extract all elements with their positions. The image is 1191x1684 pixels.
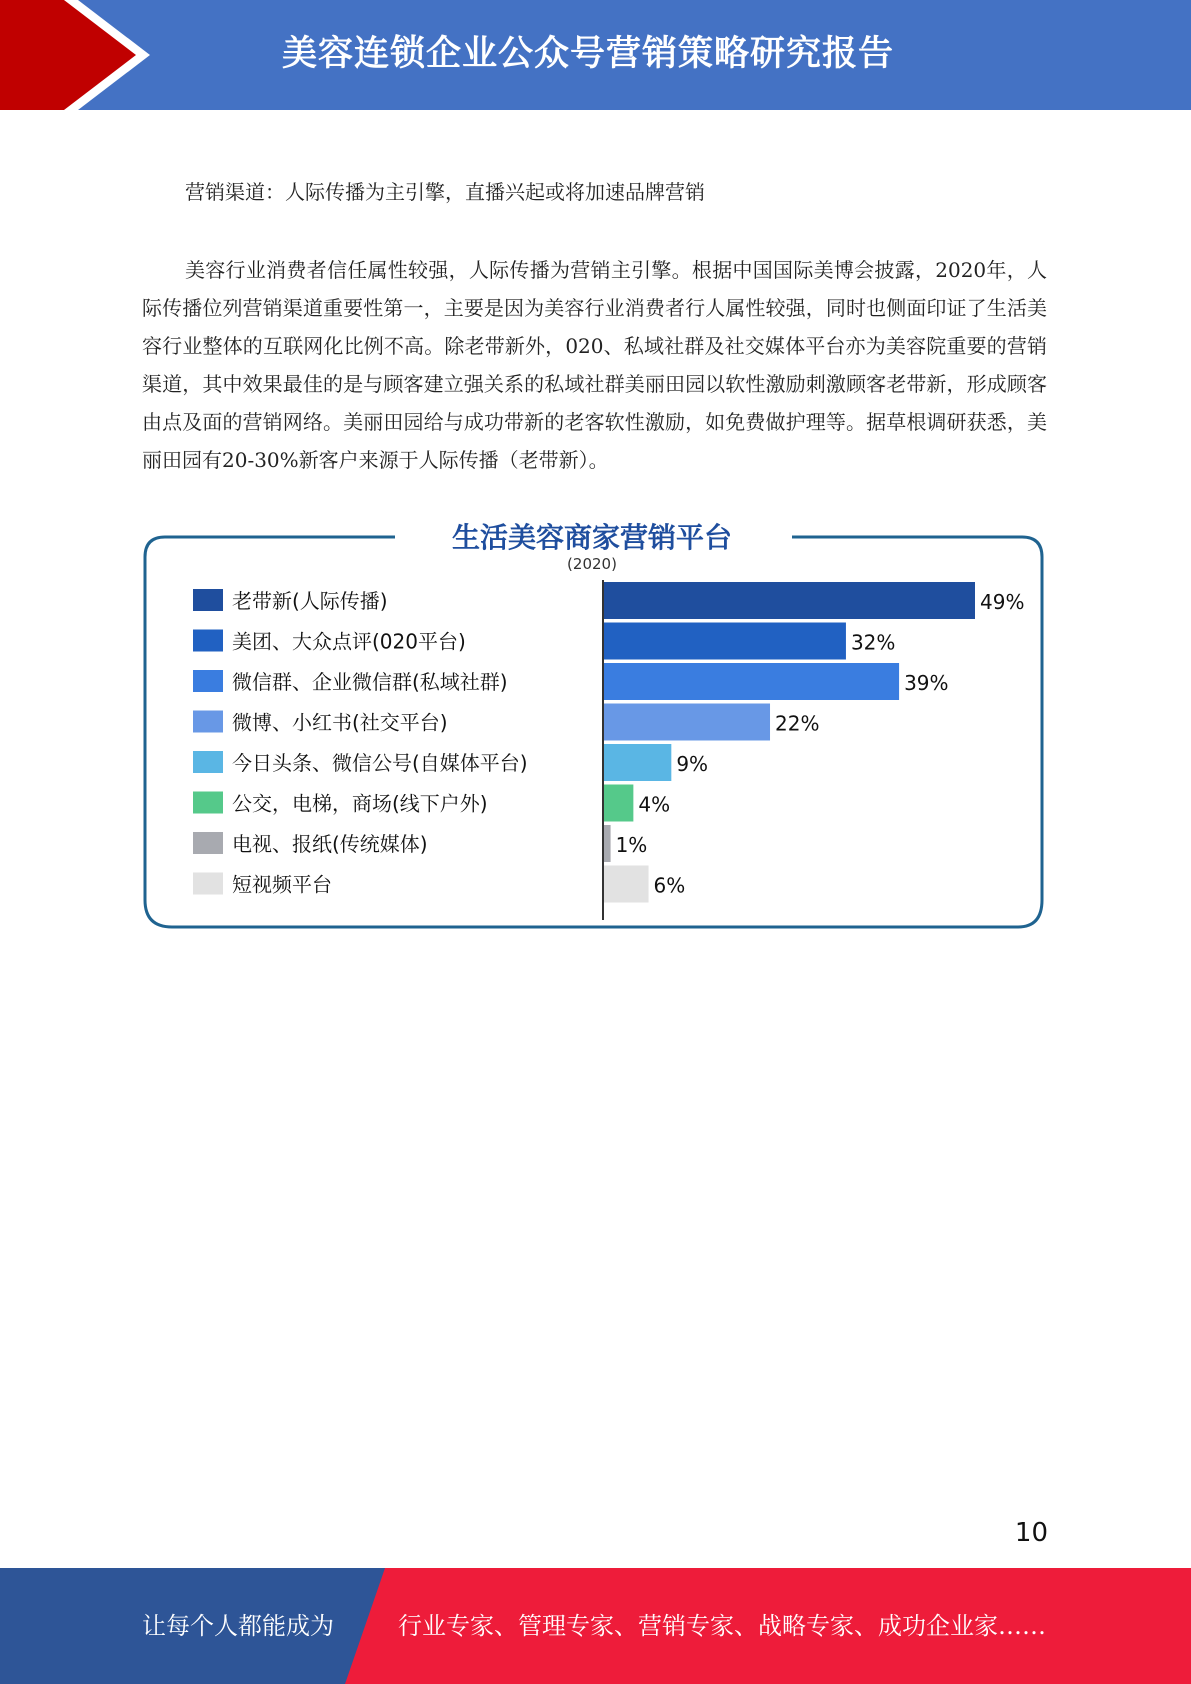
chart-bars: [603, 582, 1024, 903]
bar-value-label: 39%: [904, 671, 949, 695]
bar: [603, 744, 671, 781]
bar: [603, 825, 611, 862]
legend-label: 电视、报纸(传统媒体): [232, 832, 428, 856]
chart-legend: [193, 589, 528, 897]
legend-label: 短视频平台: [232, 872, 332, 897]
bar-value-label: 1%: [615, 833, 648, 857]
chart-title: 生活美容商家营销平台: [451, 521, 733, 554]
chart-svg: [140, 515, 1050, 935]
page-header: [0, 0, 1191, 110]
page-footer: [0, 1568, 1191, 1684]
bar: [603, 785, 633, 822]
legend-label: 老带新(人际传播): [232, 589, 388, 613]
marketing-platform-chart: [140, 515, 1050, 935]
legend-swatch: [193, 630, 223, 652]
bar-value-label: 49%: [980, 590, 1025, 614]
header-arrow-decoration: [0, 0, 160, 110]
legend-swatch: [193, 873, 223, 895]
legend-label: 公交，电梯，商场(线下户外): [232, 791, 488, 816]
header-title: 美容连锁企业公众号营销策略研究报告: [281, 34, 894, 74]
bar: [603, 704, 770, 741]
bar: [603, 582, 975, 619]
legend-swatch: [193, 670, 223, 692]
legend-swatch: [193, 832, 223, 854]
bar-value-label: 22%: [775, 711, 820, 736]
legend-swatch: [193, 751, 223, 773]
footer-slogan-right: 行业专家、管理专家、营销专家、战略专家、成功企业家……: [398, 1612, 1046, 1640]
legend-swatch: [193, 589, 223, 611]
chart-subtitle: (2020): [567, 555, 617, 573]
legend-swatch: [193, 711, 223, 733]
legend-label: 微信群、企业微信群(私域社群): [232, 670, 508, 694]
body-paragraph: 美容行业消费者信任属性较强，人际传播为营销主引擎。根据中国国际美博会披露，2020年，人际传播位列营销渠道重要性第一，主要是因为美容行业消费者行人属性较强，同时也侧面印证了生活美容行业整体的互联网化比例不高。除老带新外，020、私域社群及社交媒体平台亦为美容院重要的营销渠道，其中效果最佳的是与顾客建立强关系的私域社群美丽田园以软性激励刺激顾客老带新，形成顾客由点及面的营销网络。美丽田园给与成功带新的老客软性激励，如免费做护理等。据草根调研获悉，美丽田园有20-30%新客户来源于人际传播（老带新）。: [142, 258, 1047, 472]
footer-slogan-left: 让每个人都能成为: [142, 1612, 334, 1640]
legend-swatch: [193, 792, 223, 814]
bar: [603, 866, 649, 903]
bar-value-label: 9%: [676, 752, 709, 776]
bar: [603, 623, 846, 660]
legend-label: 微博、小红书(社交平台): [232, 710, 448, 735]
bar-value-label: 4%: [638, 792, 671, 817]
bar-value-label: 6%: [653, 873, 686, 898]
section-subtitle: 营销渠道：人际传播为主引擎，直播兴起或将加速品牌营销: [185, 180, 705, 204]
legend-label: 美团、大众点评(020平台): [232, 629, 466, 654]
bar-value-label: 32%: [850, 630, 896, 655]
page-number: 10: [1014, 1518, 1048, 1548]
bar: [603, 663, 899, 700]
legend-label: 今日头条、微信公号(自媒体平台): [232, 751, 528, 775]
